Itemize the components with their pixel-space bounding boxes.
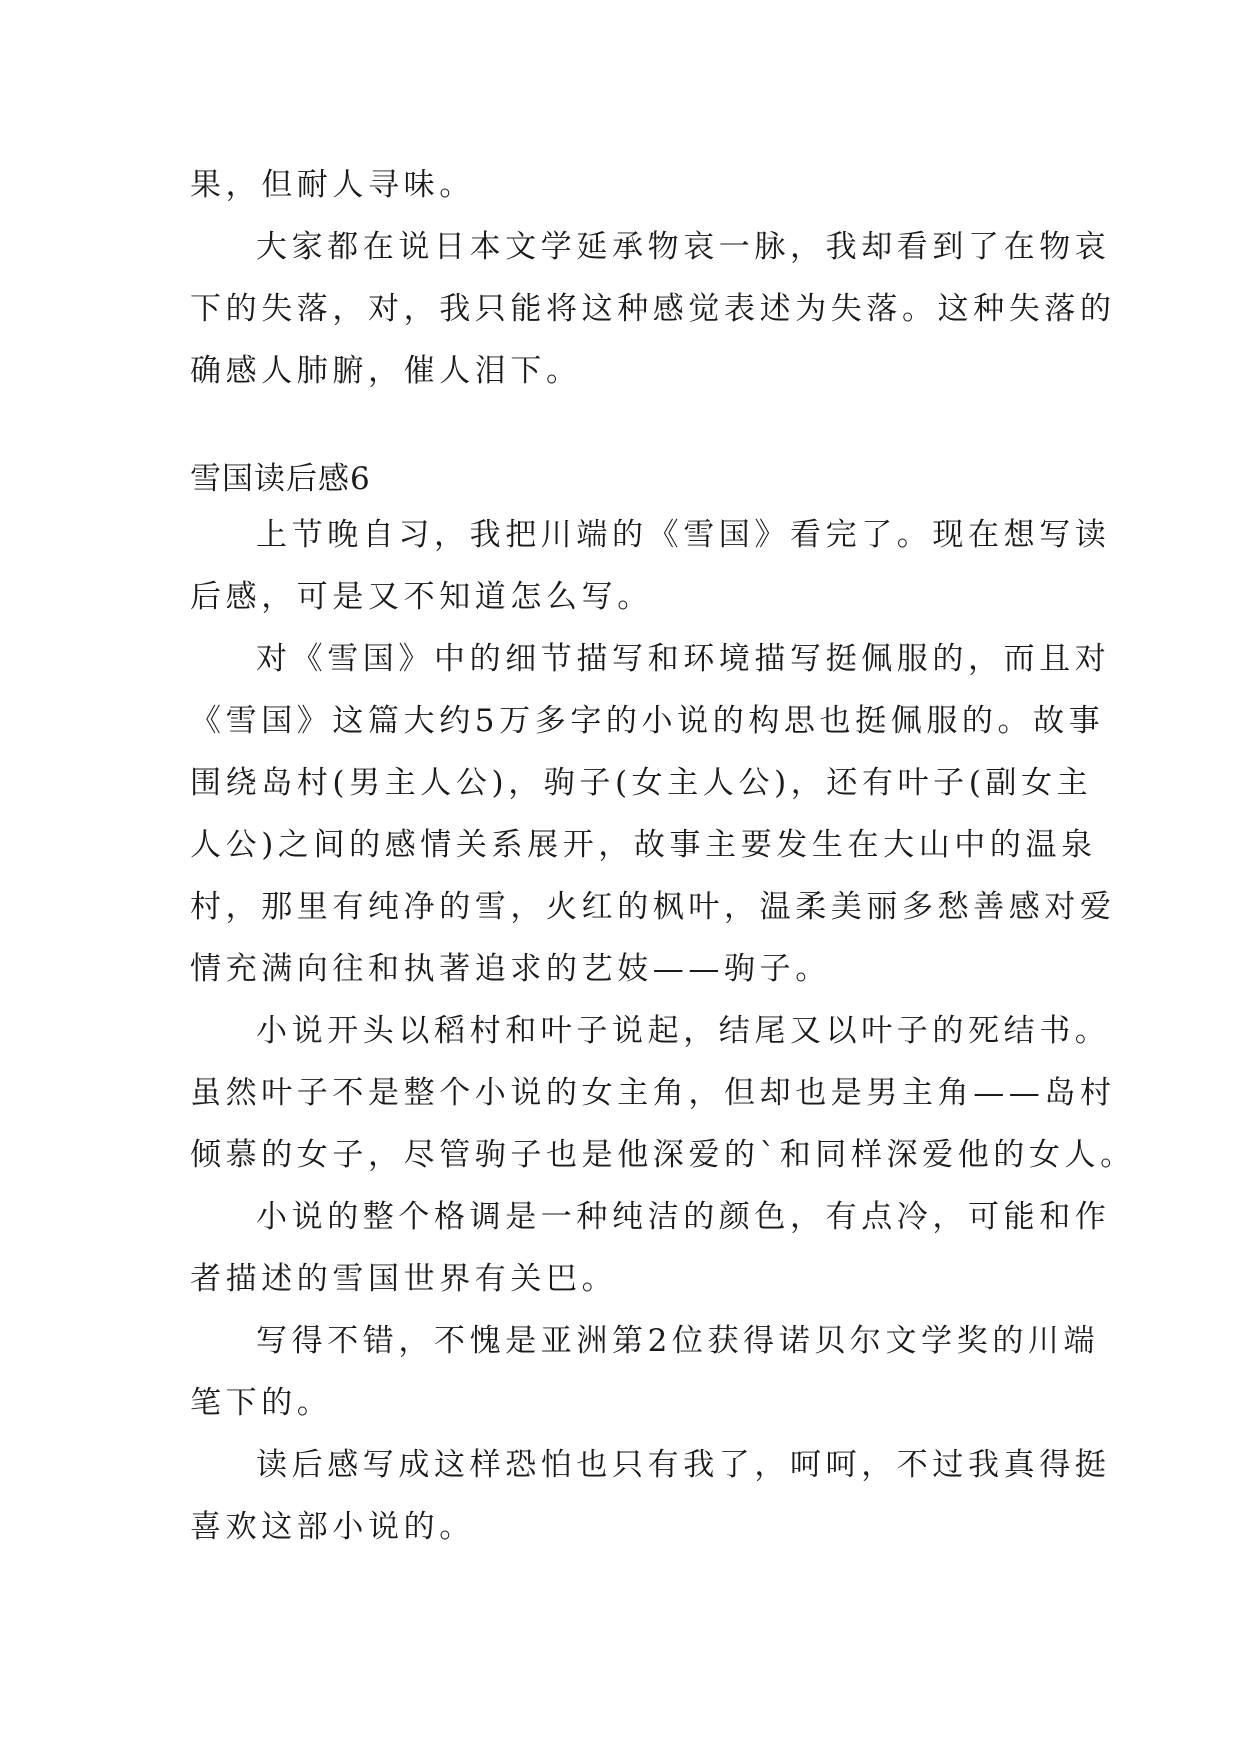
paragraph-first-line: 小说开头以稻村和叶子说起，结尾又以叶子的死结书。 (256, 1013, 1111, 1049)
text-line: 围绕岛村(男主人公)，驹子(女主人公)，还有叶子(副女主 (190, 765, 1093, 801)
text-line: 确感人肺腑，催人泪下。 (190, 353, 582, 389)
text-line: 果，但耐人寻味。 (190, 167, 475, 203)
text-line: 《雪国》这篇大约5万多字的小说的构思也挺佩服的。故事 (190, 703, 1105, 739)
text-line: 倾慕的女子，尽管驹子也是他深爱的`和同样深爱他的女人。 (190, 1137, 1136, 1173)
text-line: 者描述的雪国世界有关巴。 (190, 1261, 618, 1297)
section-heading: 雪国读后感6 (190, 461, 371, 497)
text-line: 村，那里有纯净的雪，火红的枫叶，温柔美丽多愁善感对爱 (190, 889, 1116, 925)
paragraph-first-line: 写得不错，不愧是亚洲第2位获得诺贝尔文学奖的川端 (256, 1323, 1100, 1359)
text-line: 下的失落，对，我只能将这种感觉表述为失落。这种失落的 (190, 291, 1116, 327)
paragraph-first-line: 大家都在说日本文学延承物哀一脉，我却看到了在物哀 (256, 229, 1111, 265)
text-line: 笔下的。 (190, 1385, 333, 1421)
text-line: 后感，可是又不知道怎么写。 (190, 579, 653, 615)
text-line: 人公)之间的感情关系展开，故事主要发生在大山中的温泉 (190, 827, 1097, 863)
paragraph-first-line: 上节晚自习，我把川端的《雪国》看完了。现在想写读 (256, 517, 1111, 553)
paragraph-first-line: 对《雪国》中的细节描写和环境描写挺佩服的，而且对 (256, 641, 1111, 677)
text-line: 虽然叶子不是整个小说的女主角，但却也是男主角——岛村 (190, 1075, 1116, 1111)
text-line: 喜欢这部小说的。 (190, 1509, 475, 1545)
text-line: 情充满向往和执著追求的艺妓——驹子。 (190, 951, 831, 987)
paragraph-first-line: 小说的整个格调是一种纯洁的颜色，有点冷，可能和作 (256, 1199, 1111, 1235)
paragraph-first-line: 读后感写成这样恐怕也只有我了，呵呵，不过我真得挺 (256, 1447, 1111, 1483)
